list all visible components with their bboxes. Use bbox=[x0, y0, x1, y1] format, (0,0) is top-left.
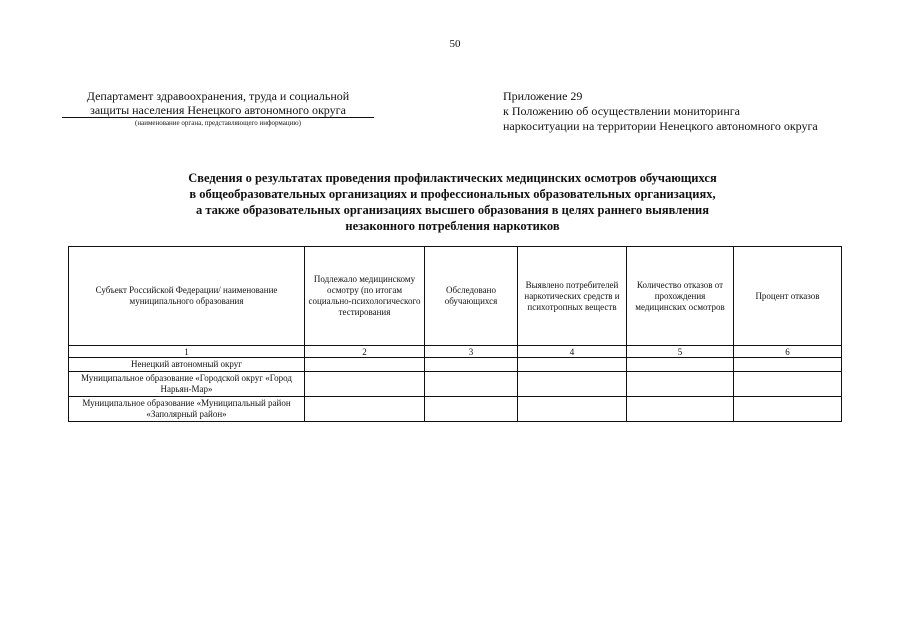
table-cell bbox=[734, 372, 842, 397]
table-header-row bbox=[69, 247, 842, 346]
title-line-4: незаконного потребления наркотиков bbox=[345, 219, 560, 233]
header-subject: Субъект Российской Федерации/ наименование муниципального образования bbox=[69, 247, 305, 346]
table-row bbox=[69, 397, 842, 422]
appendix-reference-line-1: к Положению об осуществлении мониторинга bbox=[503, 104, 741, 118]
table-cell bbox=[627, 397, 734, 422]
organization-caption: (наименование органа, представляющего информацию) bbox=[135, 119, 301, 127]
document-title bbox=[100, 170, 805, 234]
report-table bbox=[68, 246, 842, 422]
table-cell bbox=[425, 358, 518, 372]
title-line-1: Сведения о результатах проведения профилактических медицинских осмотров обучающихся bbox=[188, 171, 717, 185]
table-cell bbox=[305, 397, 425, 422]
appendix-number: Приложение 29 bbox=[503, 89, 583, 103]
organization-name-line-1: Департамент здравоохранения, труда и социальной bbox=[86, 89, 350, 103]
table-cell bbox=[305, 358, 425, 372]
page-number: 50 bbox=[449, 38, 461, 50]
table-cell bbox=[627, 358, 734, 372]
appendix-reference-line-2: наркоситуации на территории Ненецкого автономного округа bbox=[503, 119, 818, 133]
column-number: 1 bbox=[69, 346, 305, 358]
header-users-detected: Выявлено потребителей наркотических средств и психотропных веществ bbox=[518, 247, 627, 346]
title-line-2: в общеобразовательных организациях и профессиональных образовательных организациях, bbox=[189, 187, 716, 201]
header-refusals-count: Количество отказов от прохождения медицинских осмотров bbox=[627, 247, 734, 346]
column-number-row bbox=[69, 346, 842, 358]
table-cell bbox=[734, 397, 842, 422]
column-number: 2 bbox=[305, 346, 425, 358]
header-subject-to-exam: Подлежало медицинскому осмотру (по итогам социально-психологического тестирования bbox=[305, 247, 425, 346]
organization-name-line-2: защиты населения Ненецкого автономного округа bbox=[62, 103, 374, 118]
appendix-block bbox=[503, 89, 883, 134]
title-line-3: а также образовательных организациях высшего образования в целях раннего выявления bbox=[196, 203, 709, 217]
table-cell bbox=[518, 358, 627, 372]
organization-block bbox=[62, 89, 374, 128]
table-cell bbox=[305, 372, 425, 397]
table-row bbox=[69, 358, 842, 372]
table-cell bbox=[518, 397, 627, 422]
column-number: 3 bbox=[425, 346, 518, 358]
row-label: Муниципальное образование «Городской округ «Город Нарьян-Мар» bbox=[69, 372, 305, 397]
row-label: Муниципальное образование «Муниципальный район «Заполярный район» bbox=[69, 397, 305, 422]
table-cell bbox=[627, 372, 734, 397]
table-cell bbox=[734, 358, 842, 372]
header-refusals-percent: Процент отказов bbox=[734, 247, 842, 346]
table-cell bbox=[425, 397, 518, 422]
column-number: 6 bbox=[734, 346, 842, 358]
table-row bbox=[69, 372, 842, 397]
row-label: Ненецкий автономный округ bbox=[69, 358, 305, 372]
column-number: 4 bbox=[518, 346, 627, 358]
column-number: 5 bbox=[627, 346, 734, 358]
table-cell bbox=[425, 372, 518, 397]
table-cell bbox=[518, 372, 627, 397]
header-examined: Обследовано обучающихся bbox=[425, 247, 518, 346]
